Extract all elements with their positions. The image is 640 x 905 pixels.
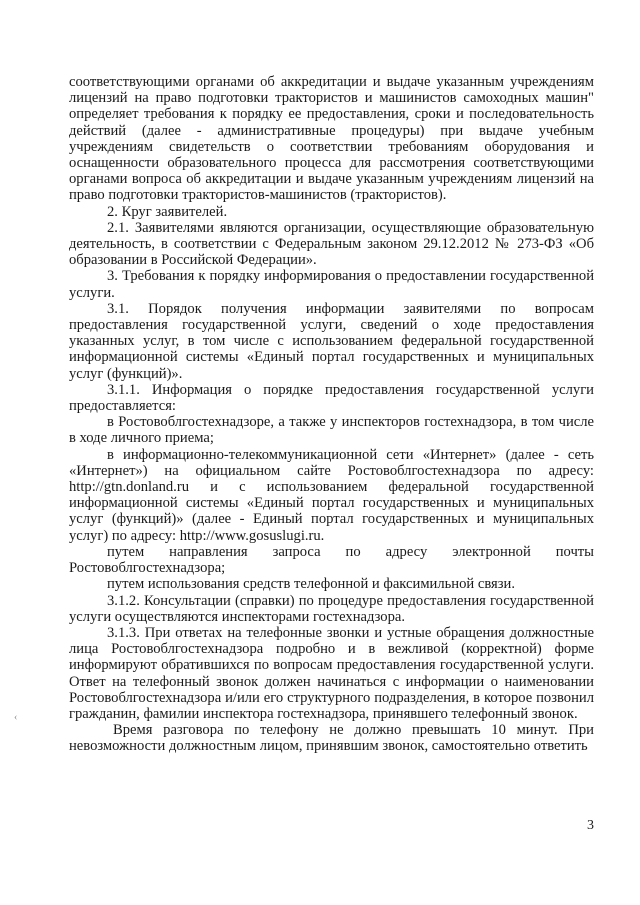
- margin-mark: ‹: [14, 712, 18, 723]
- paragraph-3-1-3: 3.1.3. При ответах на телефонные звонки и устные обращения должностные лица Ростовоблгостехнадзора подробно и в вежливой (корректной) форме информируют обратившихся по вопросам предоставления государственной услуги. Ответ на телефонный звонок должен начинаться с информации о наименовании Ростовоблгостехнадзора и/или его структурного подразделения, в которое позвонил гражданин, фамилии инспектора гостехнадзора, принявшего телефонный звонок.: [69, 624, 594, 722]
- paragraph-email: путем направления запроса по адресу электронной почты Ростовоблгостехнадзора;: [69, 543, 594, 577]
- paragraph-2-1: 2.1. Заявителями являются организации, осуществляющие образовательную деятельность, в соответствии с Федеральным законом 29.12.2012 № 273-ФЗ «Об образовании в Российской Федерации».: [69, 219, 594, 269]
- paragraph-call-duration: Время разговора по телефону не должно превышать 10 минут. При невозможности должностным лицом, принявшим звонок, самостоятельно ответить: [69, 722, 594, 755]
- paragraph-internet: в информационно-телекоммуникационной сети «Интернет» (далее - сеть «Интернет») на официальном сайте Ростовоблгостехнадзора по адресу: http://gtn.donland.ru и с использованием федеральной государственной информационной системы «Единый портал государственных и муниципальных услуг (функций)» (далее - Единый портал государственных и муниципальных услуг) по адресу: http://www.gosuslugi.ru.: [69, 446, 594, 544]
- paragraph-section-2: 2. Круг заявителей.: [107, 203, 228, 220]
- paragraph-intro-continuation: соответствующими органами об аккредитации и выдаче указанным учреждениям лицензий на право подготовки трактористов и машинистов самоходных машин" определяет требования к порядку ее предоставления, сроки и последовательность действий (далее - административные процедуры) при выдаче учебным учреждениям свидетельств о соответствии требованиям оборудования и оснащенности образовательного процесса для рассмотрения соответствующими органами вопроса об аккредитации и выдаче указанным учреждениям лицензий на право подготовки трактористов-машинистов (трактористов).: [69, 74, 594, 204]
- paragraph-3-1-1: 3.1.1. Информация о порядке предоставления государственной услуги предоставляется:: [69, 381, 594, 415]
- paragraph-3-1-2: 3.1.2. Консультации (справки) по процедуре предоставления государственной услуги осуществляются инспекторами гостехнадзора.: [69, 592, 594, 625]
- page-number: 3: [587, 818, 594, 833]
- paragraph-in-office: в Ростовоблгостехнадзоре, а также у инспекторов гостехнадзора, в том числе в ходе личного приема;: [69, 414, 594, 447]
- paragraph-phone-fax: путем использования средств телефонной и факсимильной связи.: [107, 576, 515, 593]
- paragraph-section-3: 3. Требования к порядку информирования о предоставлении государственной услуги.: [69, 268, 594, 301]
- paragraph-3-1: 3.1. Порядок получения информации заявителями по вопросам предоставления государственной услуги, сведений о ходе предоставления указанных услуг, в том числе с использованием федеральной государственной информационной системы «Единый портал государственных и муниципальных услуг (функций)».: [69, 300, 594, 382]
